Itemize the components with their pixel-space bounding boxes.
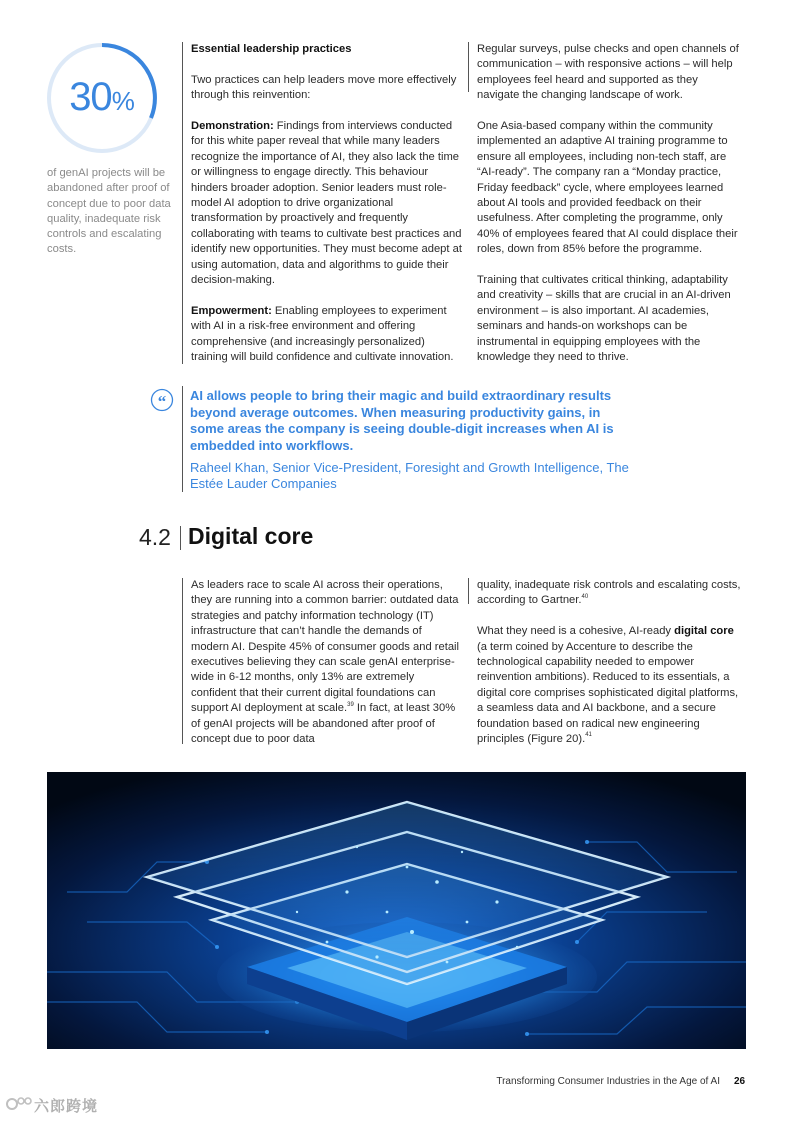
column-divider bbox=[468, 578, 469, 604]
leadership-column-2 bbox=[477, 42, 742, 366]
quote-author: Raheel Khan, Senior Vice-President, Foresight and Growth Intelligence, The Estée Lauder Companies bbox=[190, 460, 629, 492]
footer-title: Transforming Consumer Industries in the Age of AI bbox=[496, 1076, 720, 1087]
section-col2-text-b: (a term coined by Accenture to describe the technological capability needed to empower reinvention ambitions). Reduced to its essentials, a digital core comprises sophisticated digital platforms, a seamless data and AI backbone, and a secure foundation based on radical new engineering principles (Figure 20). bbox=[477, 640, 739, 746]
col2-paragraph-1: Regular surveys, pulse checks and open channels of communication – with responsive actions – will help employees feel heard and supported as they navigate the changing landscape of work. bbox=[477, 43, 739, 102]
column-divider bbox=[182, 578, 183, 744]
section-col1-paragraph bbox=[191, 578, 461, 747]
footnote-ref: 40 bbox=[581, 593, 589, 600]
section-column-1 bbox=[191, 578, 461, 747]
demonstration-text: Findings from interviews conducted for this white paper reveal that while many leaders recognize the importance of AI, they also lack the time or willingness to engage directly. This behaviour hinders broader adoption. Senior leaders must role-model AI adoption to drive organizational transformation by proactively and frequently collaborating with teams to cultivate best practices and identify new opportunities. They must become adept at using automation, data and algorithms to guide their decision-making. bbox=[191, 120, 462, 287]
quote-divider bbox=[182, 386, 183, 492]
empowerment-text: Enabling employees to experiment with AI in a risk-free environment and offering comprehensive (and increasingly personalized) training will build confidence and cultivate innovation. bbox=[191, 304, 454, 364]
footnote-ref: 39 bbox=[347, 701, 354, 708]
heading-divider bbox=[180, 526, 181, 550]
demonstration-label: Demonstration: bbox=[191, 120, 274, 132]
section-col2-paragraph-1 bbox=[477, 578, 745, 609]
quote-text: AI allows people to bring their magic and build extraordinary results beyond average outcomes. When measuring productivity gains, in some areas the company is seeing double-digit increases when AI is embedded into workflows. bbox=[190, 388, 614, 453]
stat-value: 30 bbox=[69, 75, 112, 119]
section-col2-text-a: What they need is a cohesive, AI-ready bbox=[477, 625, 675, 638]
stat-number bbox=[44, 74, 160, 124]
leadership-intro: Two practices can help leaders move more effectively through this reinvention: bbox=[191, 73, 457, 102]
section-col1-text-cont: In fact, at least 30% of genAI projects will be abandoned after proof of concept due to poor data bbox=[191, 702, 456, 746]
empowerment-label: Empowerment: bbox=[191, 304, 272, 317]
section-column-2 bbox=[477, 578, 745, 747]
page-number: 26 bbox=[734, 1076, 746, 1087]
digital-core-term: digital core bbox=[674, 625, 734, 638]
svg-text:“: “ bbox=[157, 392, 167, 411]
section-col2-paragraph-2 bbox=[477, 624, 745, 747]
stat-caption: of genAI projects will be abandoned after proof of concept due to poor data quality, inadequate risk controls and escalating costs. bbox=[47, 167, 171, 256]
stat-unit: % bbox=[111, 86, 135, 116]
column-divider bbox=[182, 42, 183, 364]
col2-paragraph-3: Training that cultivates critical thinking, adaptability and creativity – skills that are crucial in an AI-driven environment – is also important. AI academies, seminars and hands-on workshops can be instrumental in equipping employees with the knowledge they need to thrive. bbox=[477, 274, 731, 364]
watermark-logo-icon bbox=[6, 1095, 34, 1115]
col2-paragraph-2: One Asia-based company within the community implemented an adaptive AI training programme to ensure all employees, including non-tech staff, are “AI-ready”. The company ran a “Monday practice, Friday feedback” cycle, where employees learned about AI tools and provided feedback on their usefulness. After completing the programme, only 40% of employees feared that AI could displace their roles, down from 85% before the programme. bbox=[477, 120, 738, 256]
demonstration-paragraph bbox=[191, 119, 463, 288]
section-number: 4.2 bbox=[139, 524, 171, 550]
section-title: Digital core bbox=[188, 523, 314, 549]
quote-icon bbox=[150, 388, 174, 412]
section-col2-text: quality, inadequate risk controls and escalating costs, according to Gartner. bbox=[477, 579, 741, 607]
digital-core-image bbox=[47, 772, 746, 1049]
footnote-ref: 41 bbox=[585, 732, 592, 739]
leadership-column-1 bbox=[191, 42, 463, 365]
column-divider bbox=[468, 42, 469, 92]
section-col1-text: As leaders race to scale AI across their operations, they are running into a common barrier: outdated data strategies and patchy information technology (IT) infrastructure that can’t handle the demands of modern AI. Despite 45% of consumer goods and retail executives believing they can scale genAI enterprise-wide in 6-12 months, only 13% are extremely confident that their current digital foundations can support AI deployment at scale. bbox=[191, 579, 460, 715]
watermark-text: 六郎跨境 bbox=[34, 1098, 99, 1115]
empowerment-paragraph bbox=[191, 304, 463, 366]
leadership-heading: Essential leadership practices bbox=[191, 43, 352, 55]
watermark bbox=[6, 1095, 98, 1116]
